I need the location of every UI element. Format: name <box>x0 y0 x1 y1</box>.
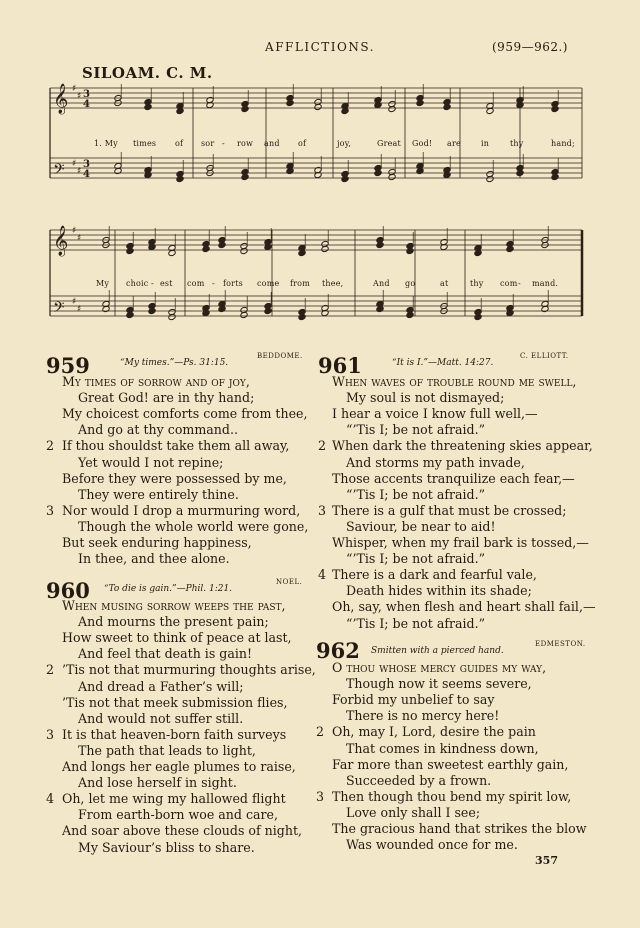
verse-number: 4 <box>318 567 327 583</box>
hymn-line: Death hides within its shade; <box>346 583 532 599</box>
hymn-line: Though the whole world were gone, <box>78 518 309 534</box>
hymn-line: And dread a Father’s will; <box>78 678 244 694</box>
lyric-syllable: God! <box>412 139 433 148</box>
lyric-syllable: My <box>96 279 110 288</box>
lyric-syllable: - <box>212 279 215 288</box>
lyric-syllable: est <box>160 279 173 288</box>
lyric-syllable: and <box>264 139 280 148</box>
hymn-line: And go at thy command.. <box>78 422 238 438</box>
tune-name: SILOAM. C. M. <box>82 64 213 82</box>
bass-clef-icon: 𝄢 <box>53 299 65 320</box>
lyric-syllable: go <box>405 279 416 288</box>
hymn-line: How sweet to think of peace at last, <box>62 630 292 646</box>
hymn-line: Oh, say, when flesh and heart shall fail,— <box>332 599 596 615</box>
sharp-icon: ♯ <box>77 166 82 177</box>
hymn-line: My choicest comforts come from thee, <box>62 406 308 422</box>
hymn-line: When dark the threatening skies appear, <box>332 438 593 454</box>
hymn-line: And would not suffer still. <box>78 710 244 726</box>
treble-clef-icon: 𝄞 <box>53 226 69 256</box>
hymn-line: ’Tis not that meek submission flies, <box>62 694 288 710</box>
hymn-number: 962 <box>316 638 360 663</box>
hymn-line: And feel that death is gain! <box>78 646 253 662</box>
hymn-line: My times of sorrow and of joy, <box>62 374 250 389</box>
page-number: 357 <box>535 854 558 867</box>
lyric-syllable: joy, <box>337 139 352 148</box>
lyric-syllable: thee, <box>322 279 344 288</box>
lyric-syllable: come <box>257 279 280 288</box>
sharp-icon: ♯ <box>77 91 82 102</box>
treble-clef-icon: 𝄞 <box>53 84 69 114</box>
hymn-scripture-reference: Smitten with a pierced hand. <box>371 646 504 656</box>
time-signature-bottom: 4 <box>83 99 90 110</box>
hymn-line: Though now it seems severe, <box>346 676 532 692</box>
music-score <box>0 0 640 345</box>
verse-number: 3 <box>46 502 55 518</box>
hymn-scripture-reference: “My times.”—Ps. 31:15. <box>120 358 229 368</box>
lyric-syllable: And <box>373 279 390 288</box>
verse-number: 3 <box>46 726 55 742</box>
lyric-syllable: 1. My <box>94 139 118 148</box>
hymn-line: Nor would I drop a murmuring word, <box>62 502 301 518</box>
lyric-syllable: - <box>151 279 154 288</box>
lyric-syllable: at <box>440 279 449 288</box>
time-signature-bottom: 4 <box>83 169 90 180</box>
hymn-line: Forbid my unbelief to say <box>332 692 495 708</box>
lyric-syllable: choic <box>126 279 149 288</box>
hymn-line: And soar above these clouds of night, <box>62 823 303 839</box>
hymn-author: C. ELLIOTT. <box>520 352 569 360</box>
hymn-line: And mourns the present pain; <box>78 614 269 630</box>
hymn-line: There is a dark and fearful vale, <box>332 567 537 583</box>
lyric-syllable: Great <box>377 139 401 148</box>
bass-clef-icon: 𝄢 <box>53 161 65 182</box>
hymn-line: When musing sorrow weeps the past, <box>62 598 286 613</box>
hymn-line: They were entirely thine. <box>78 486 239 502</box>
hymn-line: And storms my path invade, <box>346 454 525 470</box>
lyric-syllable: of <box>298 139 307 148</box>
hymn-line: Saviour, be near to aid! <box>346 518 496 534</box>
hymn-number: 960 <box>46 578 90 603</box>
sharp-icon: ♯ <box>77 304 82 315</box>
hymn-line: The path that leads to light, <box>78 742 256 758</box>
sharp-icon: ♯ <box>77 233 82 244</box>
hymn-line: I hear a voice I know full well,— <box>332 406 538 422</box>
hymn-line: And longs her eagle plumes to raise, <box>62 759 296 774</box>
lyric-syllable: are <box>447 139 461 148</box>
hymn-line: Those accents tranquilize each fear,— <box>332 470 575 486</box>
hymn-line: That comes in kindness down, <box>346 740 539 756</box>
verse-number: 3 <box>318 502 327 518</box>
hymn-line: Oh, let me wing my hallowed flight <box>62 791 286 807</box>
hymn-line: There is no mercy here! <box>346 708 500 724</box>
hymn-line: Great God! are in thy hand; <box>78 390 255 406</box>
hymn-line: But seek enduring happiness, <box>62 535 252 550</box>
verse-number: 2 <box>316 724 325 740</box>
hymn-line: Then though thou bend my spirit low, <box>332 788 572 804</box>
hymn-line: It is that heaven-born faith surveys <box>62 726 287 742</box>
hymn-line: Whisper, when my frail bark is tossed,— <box>332 535 589 550</box>
sharp-icon: ♯ <box>72 226 77 236</box>
verse-number: 2 <box>46 438 55 454</box>
running-header-hymn-range: (959—962.) <box>492 40 568 54</box>
lyric-syllable: - <box>222 139 225 148</box>
lyric-syllable: forts <box>223 279 243 288</box>
lyric-syllable: thy <box>510 139 524 148</box>
hymn-line: And lose herself in sight. <box>78 775 237 791</box>
lyric-syllable: of <box>175 139 184 148</box>
lyric-syllable: row <box>237 139 254 148</box>
lyric-syllable: times <box>133 139 157 148</box>
hymn-line: Before they were possessed by me, <box>62 470 287 486</box>
hymn-line: If thou shouldst take them all away, <box>62 438 290 454</box>
hymn-line: The gracious hand that strikes the blow <box>332 821 587 836</box>
lyric-syllable: mand. <box>532 279 559 288</box>
hymn-line: Far more than sweetest earthly gain, <box>332 756 569 772</box>
hymn-line: O thou whose mercy guides my way, <box>332 660 547 675</box>
hymn-line: When waves of trouble round me swell, <box>332 374 577 389</box>
lyric-syllable: com <box>500 279 518 288</box>
lyric-syllable: from <box>290 279 310 288</box>
hymn-author: BEDDOME. <box>257 352 303 360</box>
hymn-line: My soul is not dismayed; <box>346 390 505 406</box>
lyric-syllable: thy <box>470 279 484 288</box>
hymn-line: There is a gulf that must be crossed; <box>332 502 567 518</box>
lyric-syllable: hand; <box>551 139 575 148</box>
hymn-line: Love only shall I see; <box>346 804 481 820</box>
hymn-line: Yet would I not repine; <box>78 454 224 470</box>
hymn-line: “’Tis I; be not afraid.” <box>346 615 486 631</box>
hymn-line: From earth-born woe and care, <box>78 807 279 823</box>
verse-number: 2 <box>46 662 55 678</box>
verse-number: 3 <box>316 788 325 804</box>
hymn-author: NOEL. <box>276 578 303 586</box>
hymn-line: ’Tis not that murmuring thoughts arise, <box>62 662 316 678</box>
hymn-line: In thee, and thee alone. <box>78 551 230 567</box>
sharp-icon: ♯ <box>72 297 77 307</box>
hymn-scripture-reference: “To die is gain.”—Phil. 1:21. <box>104 584 233 594</box>
verse-number: 4 <box>46 791 55 807</box>
hymn-number: 959 <box>46 353 90 378</box>
hymn-line: “’Tis I; be not afraid.” <box>346 486 486 502</box>
hymn-line: My Saviour’s bliss to share. <box>78 839 255 855</box>
hymn-line: Oh, may I, Lord, desire the pain <box>332 724 536 740</box>
hymn-line: Was wounded once for me. <box>346 837 518 853</box>
hymn-line: Succeeded by a frown. <box>346 772 492 788</box>
time-signature-top: 3 <box>83 89 90 100</box>
hymn-number: 961 <box>318 353 362 378</box>
lyric-syllable: sor <box>201 139 215 148</box>
lyric-syllable: - <box>518 279 521 288</box>
hymn-scripture-reference: “It is I.”—Matt. 14:27. <box>392 358 494 368</box>
hymn-author: EDMESTON. <box>535 640 586 648</box>
lyric-syllable: in <box>481 139 490 148</box>
sharp-icon: ♯ <box>72 84 77 94</box>
lyric-syllable: com <box>187 279 205 288</box>
time-signature-top: 3 <box>83 159 90 170</box>
hymn-line: “’Tis I; be not afraid.” <box>346 422 486 438</box>
running-header-title: AFFLICTIONS. <box>265 40 375 54</box>
verse-number: 2 <box>318 438 327 454</box>
sharp-icon: ♯ <box>72 159 77 169</box>
hymn-line: “’Tis I; be not afraid.” <box>346 551 486 567</box>
